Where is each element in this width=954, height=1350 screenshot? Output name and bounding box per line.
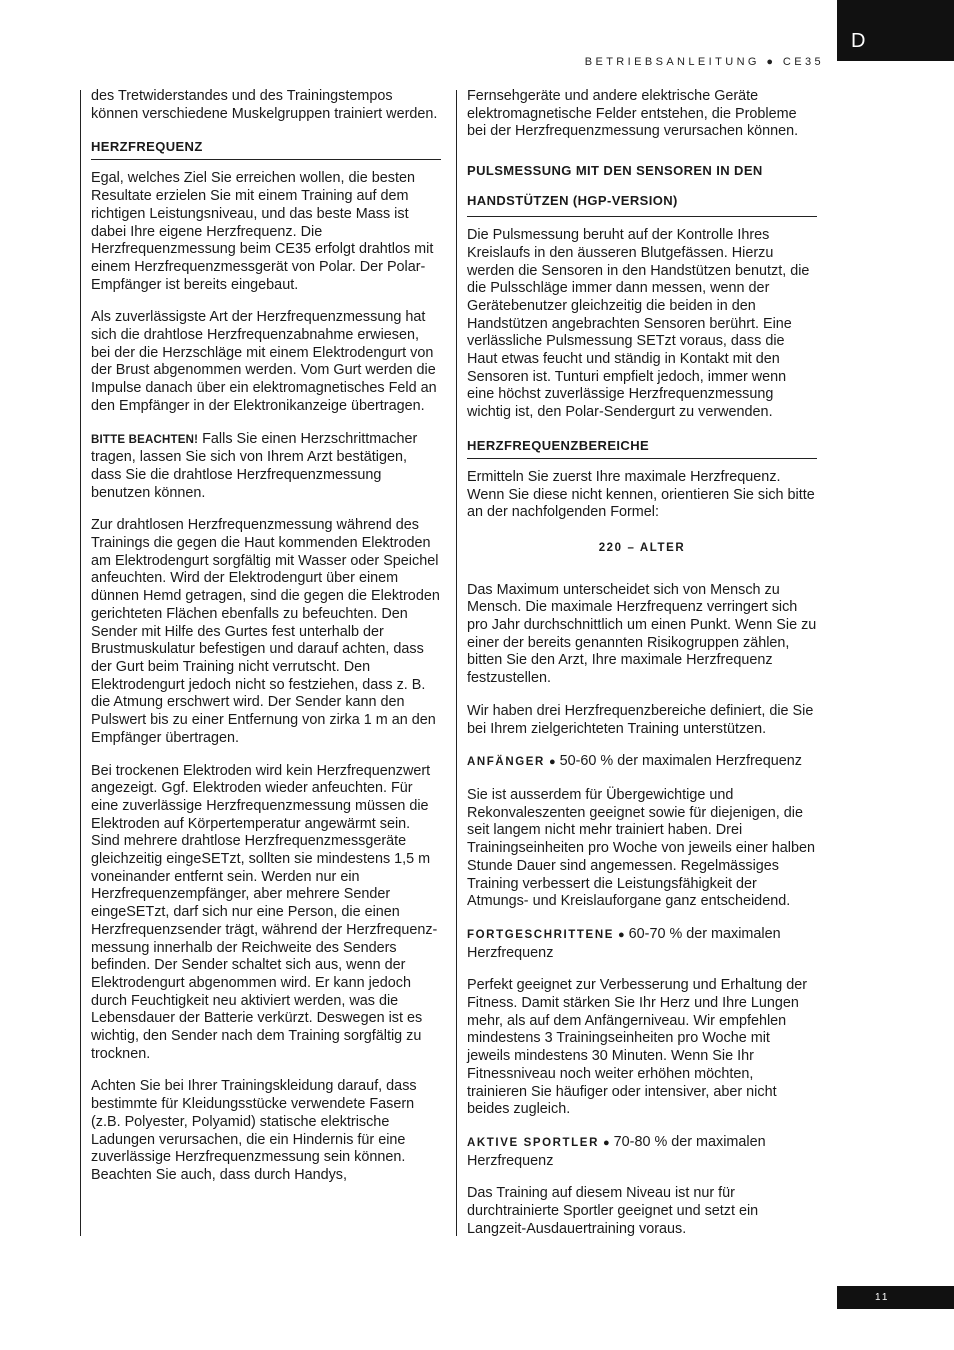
range-label: AKTIVE SPORTLER (467, 1136, 599, 1149)
paragraph: Sie ist ausserdem für Übergewichtige und Rekonvaleszenten geeignet sowie für diejenigen, die seit langem nicht mehr trainiert haben. Drei Trainingseinheiten pro Woche von jeweils einer halben Stunde Dauer sind angemessen. Regelmässiges Training verbessert die Leistungsfähigkeit der Atmungs- und Kreislauforgane ganz entscheidend. (467, 786, 815, 910)
bullet-icon: ● (618, 928, 625, 941)
header-title: BETRIEBSANLEITUNG (584, 56, 760, 68)
page-number (837, 1286, 954, 1309)
paragraph: Bei trockenen Elektroden wird kein Herzfrequenzwert angezeigt. Ggf. Elektroden wieder anfeuchten. Für eine zuverlässige Herzfrequenzmessung müssen die Elektroden auf Körpertemperatur angewärmt sein. Sind mehrere drahtlose Herzfrequenzmessgeräte gleichzeitig eingeSETzt, sollten sie mindestens 1,5 m voneinander entfernt sein. Werden nur ein Herzfrequenzempfänger, aber mehrere Sender eingeSETzt, darf sich nur eine Person, die einen Herzfrequenzsender trägt, während der Herzfrequenz-messung innerhalb der Reichweite des Senders befinden. Der Sender schaltet sich aus, wenn der Elektrodengurt abgenommen wird. Er kann jedoch durch Feuchtigkeit neu aktiviert werden, was die Lebensdauer der Batterie verkürzt. Deswegen ist es wichtig, den Sender nach dem Training sorgfältig zu trocknen. (91, 762, 438, 1062)
section-heading-bereiche: HERZFREQUENZBEREICHE (467, 437, 817, 459)
paragraph: Das Maximum unterscheidet sich von Mensch zu Mensch. Die maximale Herzfrequenz verringert sich pro Jahr durchschnittlich um einen Punkt. Wenn Sie zu einer der bereits genannten Risikogruppen zählen, bitten Sie den Arzt, Ihre maximale Herzfrequenz festzustellen. (467, 581, 817, 687)
left-column (91, 88, 441, 1200)
paragraph: Fernsehgeräte und andere elektrische Geräte elektromagnetische Felder entstehen, die Probleme bei der Herzfrequenzmessung verursachen können. (467, 88, 799, 140)
paragraph: Zur drahtlosen Herzfrequenzmessung während des Trainings die gegen die Haut kommenden Elektroden am Elektrodengurt sorgfältig mit Wasser oder Speichel anfeuchten. Wird der Elektrodengurt über einem dünnen Hemd getragen, sind die gegen die Elektroden gerichteten Flächen ebenfalls zu befeuchten. Den Sender mit Hilfe des Gurtes fest unterhalb der Brustmuskulatur befestigen und darauf achten, dass der Gurt beim Training nicht verrutscht. Den Elektrodengurt jedoch nicht so festziehen, dass z. B. die Atmung erschwert wird. Der Sender kann den Pulswert bis zu einer Entfernung von zirka 1 m an den Empfänger übertragen. (91, 517, 440, 746)
range-text: 70-80 % der maximalen Herzfrequenz (467, 1133, 766, 1169)
right-column-rule (456, 90, 457, 1236)
paragraph: Egal, welches Ziel Sie erreichen wollen, die besten Resultate erzielen Sie mit einem Training auf dem richtigen Leistungsniveau, und das beste Mass ist dabei Ihre eigene Herzfrequenz. Die Herzfrequenzmessung beim CE35 erfolgt drahtlos mit einem Herzfrequenzmessgerät von Polar. Der Polar-Empfänger ist bereits eingebaut. (91, 170, 434, 293)
range-label: ANFÄNGER (467, 756, 545, 769)
paragraph: Ermitteln Sie zuerst Ihre maximale Herzfrequenz. Wenn Sie diese nicht kennen, orientieren Sie sich bitte an der nachfolgenden Formel: (467, 468, 815, 521)
range-advanced (467, 926, 817, 962)
note-paragraph (91, 431, 441, 503)
bullet-icon: ● (548, 756, 556, 769)
section-heading-herzfrequenz: HERZFREQUENZ (91, 138, 441, 160)
note-text: Falls Sie einen Herzschrittmacher tragen, lassen Sie sich von Ihrem Arzt bestätigen, dass Sie die drahtlose Herzfrequenzmessung benutzen können. (91, 430, 418, 501)
paragraph: des Tretwiderstandes und des Trainingstempos können verschiedene Muskelgruppen trainiert werden. (91, 88, 438, 122)
language-tab (837, 0, 954, 61)
heading-line: PULSMESSUNG MIT DEN SENSOREN IN DEN (467, 163, 763, 179)
bullet-icon: ● (766, 56, 777, 68)
paragraph: Das Training auf diesem Niveau ist nur für durchtrainierte Sportler geeignet und setzt ein Langzeit-Ausdauertraining voraus. (467, 1185, 759, 1237)
paragraph: Wir haben drei Herzfrequenzbereiche definiert, die Sie bei Ihrem zielgerichteten Training unterstützen. (467, 702, 814, 737)
section-heading-pulsmessung (467, 156, 817, 217)
left-column-rule (80, 90, 81, 1236)
paragraph: Achten Sie bei Ihrer Trainingskleidung darauf, dass bestimmte für Kleidungsstücke verwendete Fasern (z.B. Polyester, Polyamid) statische elektrische Ladungen verursachen, die ein Hindernis für eine zuverlässige Herzfrequenzmessung sein können. Beachten Sie auch, dass durch Handys, (91, 1078, 417, 1183)
range-beginner (467, 753, 817, 772)
paragraph: Als zuverlässigste Art der Herzfrequenzmessung hat sich die drahtlose Herzfrequenzabnahme erwiesen, bei der die Herzschläge mit einem Elektrodengurt von der Brust abgenommen werden. Vom Gurt werden die Impulse danach über ein elektromagnetisches Feld an den Empfänger in der Elektronikanzeige übertragen. (91, 309, 437, 414)
running-header (585, 56, 824, 68)
range-text: 50-60 % der maximalen Herzfrequenz (559, 753, 802, 770)
range-label: FORTGESCHRITTENE (467, 928, 614, 941)
bullet-icon: ● (602, 1136, 610, 1149)
language-code: D (851, 30, 866, 52)
formula: 220 – ALTER (598, 541, 686, 554)
note-label: BITTE BEACHTEN! (91, 433, 199, 446)
paragraph: Die Pulsmessung beruht auf der Kontrolle Ihres Kreislaufs in den äusseren Blutgefässen. Hierzu werden die Sensoren in den Handstützen benutzt, die die Pulsschläge immer dann messen, wenn der Gerätebenutzer gleichzeitig die beiden in den Handstützen angebrachten Sensoren berührt. Eine verlässliche Pulsmessung SETzt voraus, dass die Haut etwas feucht und ständig in Kontakt mit den Sensoren ist. Tunturi empfielt jedoch, immer wenn eine höchst zuverlässige Herzfrequenzmessung wichtig ist, den Polar-Sendergurt zu verwenden. (467, 227, 810, 421)
page-number-text: 11 (875, 1292, 890, 1303)
right-column (467, 88, 817, 1253)
range-text: 60-70 % der maximalen Herzfrequenz (467, 925, 781, 961)
range-active (467, 1134, 817, 1170)
paragraph: Perfekt geeignet zur Verbesserung und Erhaltung der Fitness. Damit stärken Sie Ihr Herz und Ihre Lungen mehr, als auf dem Anfängerniveau. Wir empfehlen mindestens 3 Trainingseinheiten pro Woche mit jeweils mindestens 30 Minuten. Wenn Sie Ihr Fitnessniveau noch weiter erhöhen möchten, trainieren Sie häufiger oder intensiver, aber nicht beides zugleich. (467, 977, 807, 1118)
header-model: CE35 (782, 56, 824, 68)
heading-line: HANDSTÜTZEN (HGP-VERSION) (467, 193, 678, 209)
